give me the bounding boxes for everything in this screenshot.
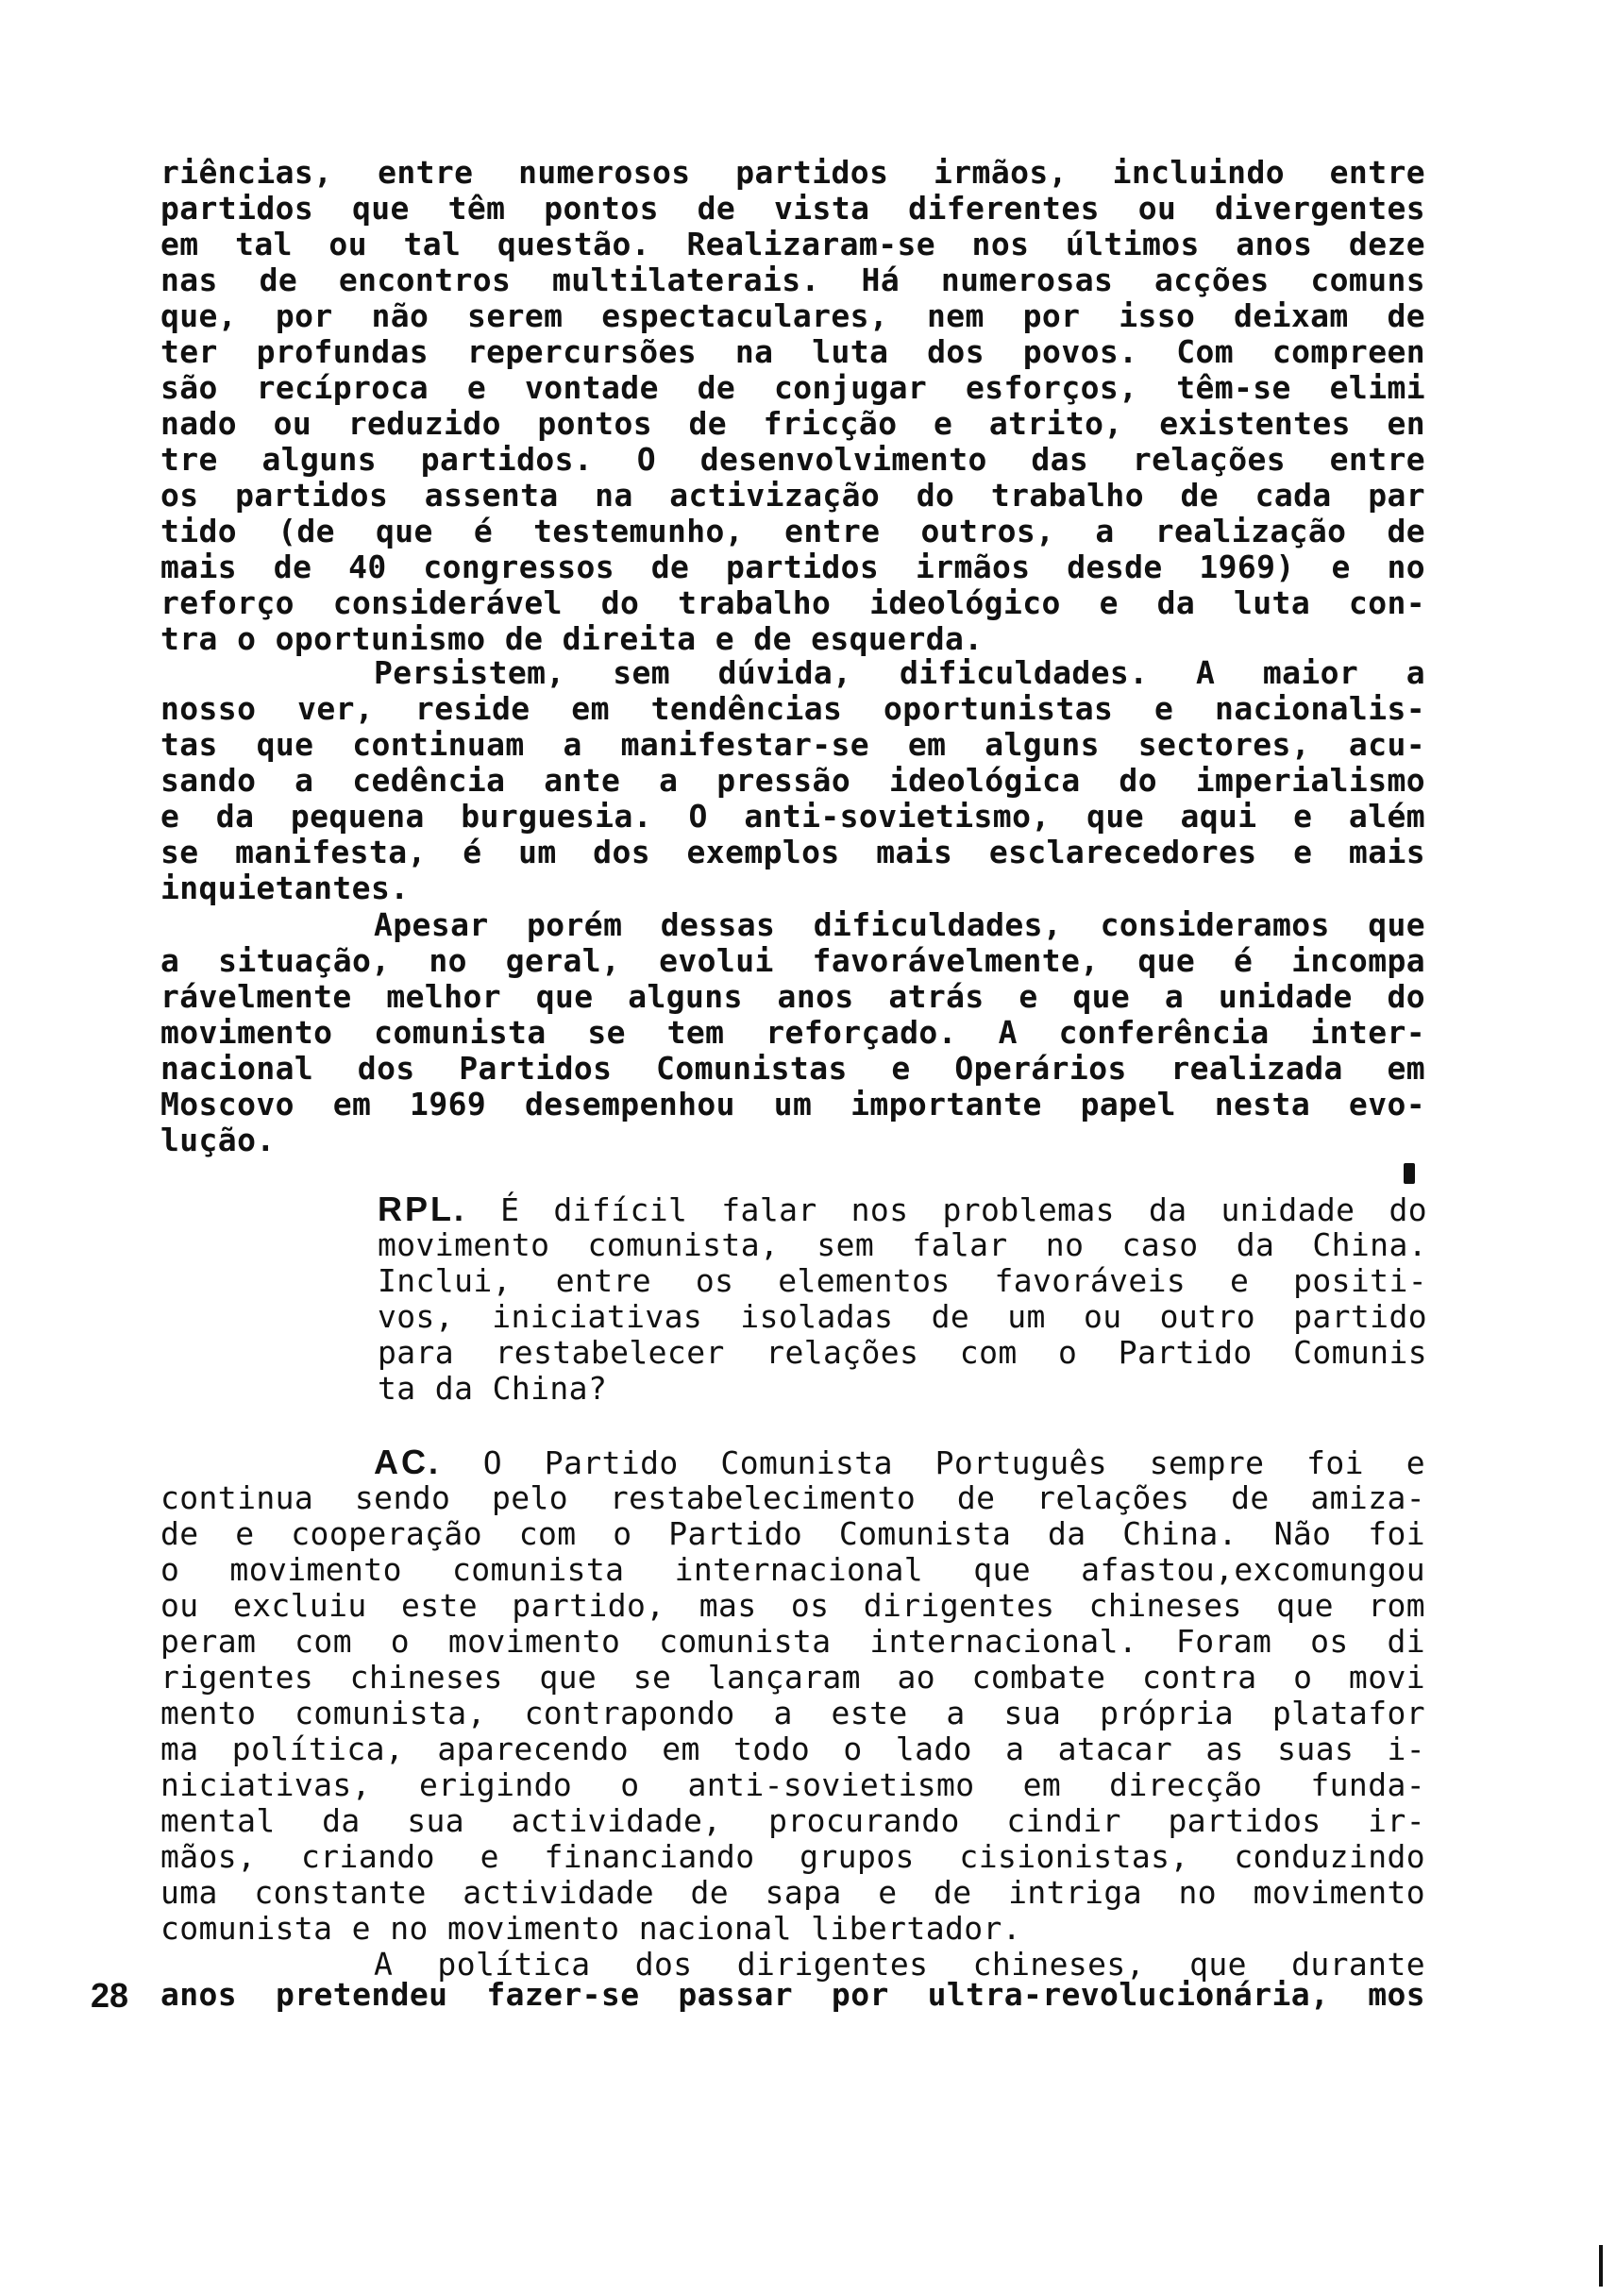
text-line: nado ou reduzido pontos de fricção e atrito, existentes en xyxy=(160,405,1425,442)
text-line: A política dos dirigentes chineses, que durante xyxy=(374,1946,1425,1983)
text-line: movimento comunista, sem falar no caso da China. xyxy=(378,1226,1427,1263)
text-line: ma política, aparecendo em todo o lado a atacar as suas i- xyxy=(160,1730,1425,1767)
text-line: mental da sua actividade, procurando cindir partidos ir- xyxy=(160,1802,1425,1839)
paragraph-2 xyxy=(160,655,1425,906)
scan-edge-mark xyxy=(1599,2245,1603,2287)
text-line: comunista e no movimento nacional libertador. xyxy=(160,1910,1022,1947)
text-line: vos, iniciativas isoladas de um ou outro partido xyxy=(378,1298,1427,1335)
text-line: se manifesta, é um dos exemplos mais esclarecedores e mais xyxy=(160,834,1425,870)
text-line: nas de encontros multilaterais. Há numerosas acções comuns xyxy=(160,262,1425,298)
text-line: peram com o movimento comunista internacional. Foram os di xyxy=(160,1623,1425,1660)
text-line: rávelmente melhor que alguns anos atrás e que a unidade do xyxy=(160,978,1425,1015)
text-line: tido (de que é testemunho, entre outros, a realização de xyxy=(160,513,1425,549)
speaker-label: RPL. xyxy=(378,1190,467,1228)
text-line: continua sendo pelo restabelecimento de relações de amiza- xyxy=(160,1479,1425,1516)
text-line: em tal ou tal questão. Realizaram-se nos últimos anos deze xyxy=(160,226,1425,262)
text-line: nacional dos Partidos Comunistas e Operários realizada em xyxy=(160,1050,1425,1087)
text-line: tas que continuam a manifestar-se em alguns sectores, acu- xyxy=(160,726,1425,763)
text-line: uma constante actividade de sapa e de intriga no movimento xyxy=(160,1874,1425,1911)
text-line: mais de 40 congressos de partidos irmãos desde 1969) e no xyxy=(160,549,1425,585)
text-line: reforço considerável do trabalho ideológico e da luta con- xyxy=(160,584,1425,621)
text-line: niciativas, erigindo o anti-sovietismo em direcção funda- xyxy=(160,1766,1425,1803)
speaker-label: AC. xyxy=(374,1443,441,1481)
paragraph-3 xyxy=(160,907,1425,1158)
interview-answer xyxy=(160,1444,1425,1983)
text-line: a situação, no geral, evolui favorávelmente, que é incompa xyxy=(160,942,1425,979)
text-line: inquietantes. xyxy=(160,869,410,906)
text-line: Persistem, sem dúvida, dificuldades. A maior a xyxy=(374,654,1425,691)
text-line: para restabelecer relações com o Partido Comunis xyxy=(378,1334,1427,1371)
text-line: riências, entre numerosos partidos irmãos, incluindo entre xyxy=(160,154,1425,191)
text-line: e da pequena burguesia. O anti-sovietismo, que aqui e além xyxy=(160,798,1425,835)
text-line: anos pretendeu fazer-se passar por ultra-revolucionária, mos xyxy=(160,1976,1425,2013)
text-line: Inclui, entre os elementos favoráveis e positi- xyxy=(378,1262,1427,1299)
text-line: nosso ver, reside em tendências oportunistas e nacionalis- xyxy=(160,690,1425,727)
question-line-1 xyxy=(378,1191,1427,1227)
section-end-mark xyxy=(1404,1163,1415,1184)
answer-line-1 xyxy=(160,1444,1425,1480)
text-line: ter profundas repercursões na luta dos povos. Com compreen xyxy=(160,333,1425,370)
page-number: 28 xyxy=(91,1976,129,2015)
text-line: o movimento comunista internacional que afastou,excomungou xyxy=(160,1551,1425,1588)
question-text: É difícil falar nos problemas da unidade do xyxy=(500,1191,1427,1228)
text-line: ou excluiu este partido, mas os dirigentes chineses que rom xyxy=(160,1587,1425,1624)
text-line: ta da China? xyxy=(378,1370,608,1407)
text-line: mento comunista, contrapondo a este a sua própria platafor xyxy=(160,1695,1425,1731)
text-line: de e cooperação com o Partido Comunista da China. Não foi xyxy=(160,1515,1425,1552)
text-line: lução. xyxy=(160,1122,276,1158)
paragraph-1 xyxy=(160,155,1425,657)
text-line: movimento comunista se tem reforçado. A conferência inter- xyxy=(160,1014,1425,1051)
text-line: Moscovo em 1969 desempenhou um importante papel nesta evo- xyxy=(160,1086,1425,1123)
text-line: sando a cedência ante a pressão ideológica do imperialismo xyxy=(160,762,1425,799)
answer-text: O Partido Comunista Português sempre foi e xyxy=(482,1444,1425,1481)
text-line: são recíproca e vontade de conjugar esforços, têm-se elimi xyxy=(160,369,1425,406)
final-text-line xyxy=(160,1977,1425,2015)
text-line: os partidos assenta na activização do trabalho de cada par xyxy=(160,477,1425,514)
text-line: mãos, criando e financiando grupos cisionistas, conduzindo xyxy=(160,1838,1425,1875)
text-line: partidos que têm pontos de vista diferentes ou divergentes xyxy=(160,190,1425,227)
text-line: rigentes chineses que se lançaram ao combate contra o movi xyxy=(160,1659,1425,1696)
interview-question xyxy=(378,1191,1427,1407)
text-line: Apesar porém dessas dificuldades, consideramos que xyxy=(374,906,1425,943)
text-line: tra o oportunismo de direita e de esquerda. xyxy=(160,620,984,657)
text-line: tre alguns partidos. O desenvolvimento das relações entre xyxy=(160,441,1425,478)
text-line: que, por não serem espectaculares, nem por isso deixam de xyxy=(160,297,1425,334)
